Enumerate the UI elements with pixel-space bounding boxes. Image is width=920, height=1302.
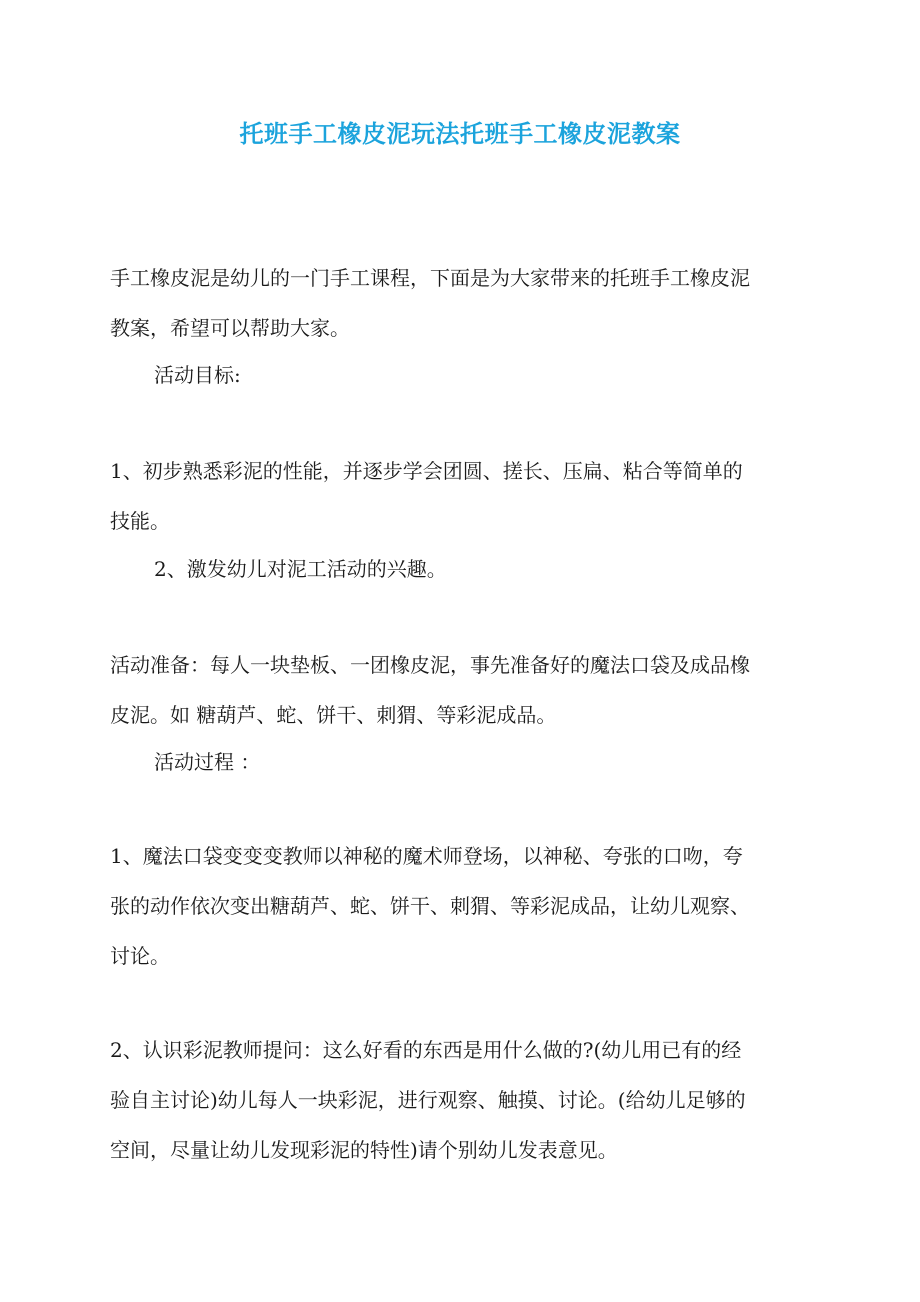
goal-2-paragraph: 2、激发幼儿对泥工活动的兴趣。 — [154, 557, 447, 581]
step-2-line-1: 2、认识彩泥教师提问：这么好看的东西是用什么做的?(幼儿用已有的经 — [110, 1038, 742, 1062]
step-2-line-2: 验自主讨论)幼儿每人一块彩泥，进行观察、触摸、讨论。(给幼儿足够的 — [110, 1088, 746, 1112]
intro-line-2: 教案，希望可以帮助大家。 — [110, 316, 350, 340]
preparation-line-1: 活动准备：每人一块垫板、一团橡皮泥，事先准备好的魔法口袋及成品橡 — [110, 653, 750, 677]
preparation-line-2: 皮泥。如 糖葫芦、蛇、饼干、刺猬、等彩泥成品。 — [110, 703, 557, 727]
goal-1-line-1: 1、初步熟悉彩泥的性能，并逐步学会团圆、搓长、压扁、粘合等简单的 — [110, 459, 743, 483]
step-1-paragraph — [110, 831, 810, 981]
intro-paragraph — [110, 253, 810, 353]
intro-line-1: 手工橡皮泥是幼儿的一门手工课程，下面是为大家带来的托班手工橡皮泥 — [110, 266, 750, 290]
step-1-line-3: 讨论。 — [110, 944, 170, 968]
step-2-line-3: 空间，尽量让幼儿发现彩泥的特性)请个别幼儿发表意见。 — [110, 1138, 618, 1162]
document-title: 托班手工橡皮泥玩法托班手工橡皮泥教案 — [239, 119, 681, 148]
goal-1-paragraph — [110, 446, 810, 546]
step-2-paragraph — [110, 1025, 810, 1175]
step-1-line-2: 张的动作依次变出糖葫芦、蛇、饼干、刺猬、等彩泥成品，让幼儿观察、 — [110, 894, 750, 918]
preparation-paragraph — [110, 640, 810, 740]
process-heading: 活动过程 ： — [154, 750, 261, 774]
goal-1-line-2: 技能。 — [110, 509, 170, 533]
goals-heading: 活动目标: — [154, 363, 241, 387]
step-1-line-1: 1、魔法口袋变变变教师以神秘的魔术师登场，以神秘、夸张的口吻，夸 — [110, 844, 743, 868]
